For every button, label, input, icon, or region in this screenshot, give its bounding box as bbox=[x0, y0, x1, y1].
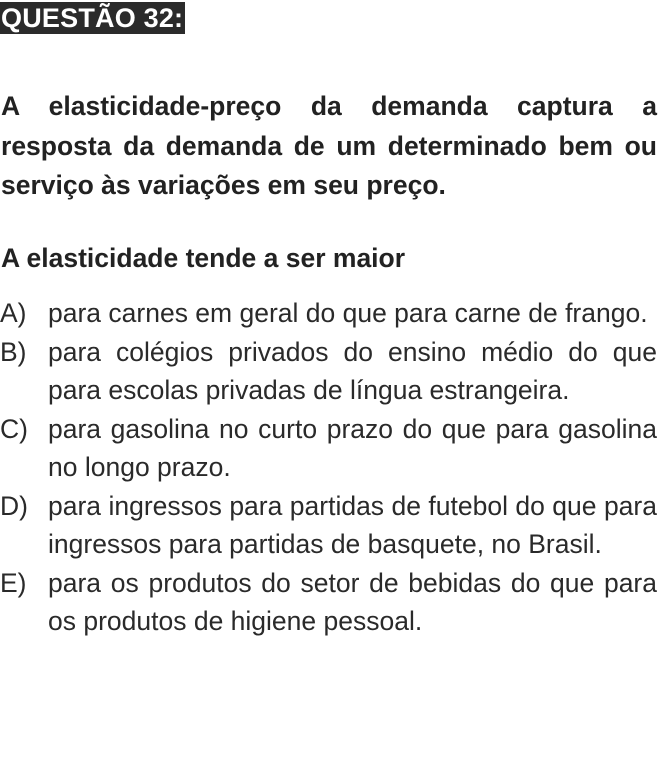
option-text: para colégios privados do ensino médio do que para escolas privadas de língua estrangeira. bbox=[48, 336, 657, 405]
option-b[interactable] bbox=[0, 333, 657, 410]
option-e[interactable] bbox=[0, 564, 657, 641]
option-text: para carnes em geral do que para carne de frango. bbox=[48, 298, 648, 328]
option-a[interactable] bbox=[0, 294, 657, 333]
answer-options bbox=[0, 294, 657, 641]
option-d[interactable] bbox=[0, 487, 657, 564]
question-prompt: A elasticidade tende a ser maior bbox=[1, 243, 406, 273]
option-letter: E) bbox=[0, 567, 27, 598]
option-text: para ingressos para partidas de futebol do que para ingressos para partidas de basquete, no Brasil. bbox=[48, 490, 657, 559]
option-letter: B) bbox=[0, 336, 27, 367]
option-text: para gasolina no curto prazo do que para gasolina no longo prazo. bbox=[48, 413, 657, 482]
option-letter: A) bbox=[0, 298, 27, 328]
option-letter: D) bbox=[0, 490, 28, 521]
question-header: QUESTÃO 32: bbox=[1, 3, 184, 33]
option-letter: C) bbox=[0, 413, 28, 444]
option-c[interactable] bbox=[0, 410, 657, 487]
option-text: para os produtos do setor de bebidas do que para os produtos de higiene pessoal. bbox=[48, 567, 657, 636]
question-stem: A elasticidade-preço da demanda captura a resposta da demanda de um determinado bem ou serviço às variações em seu preço. bbox=[1, 91, 657, 200]
